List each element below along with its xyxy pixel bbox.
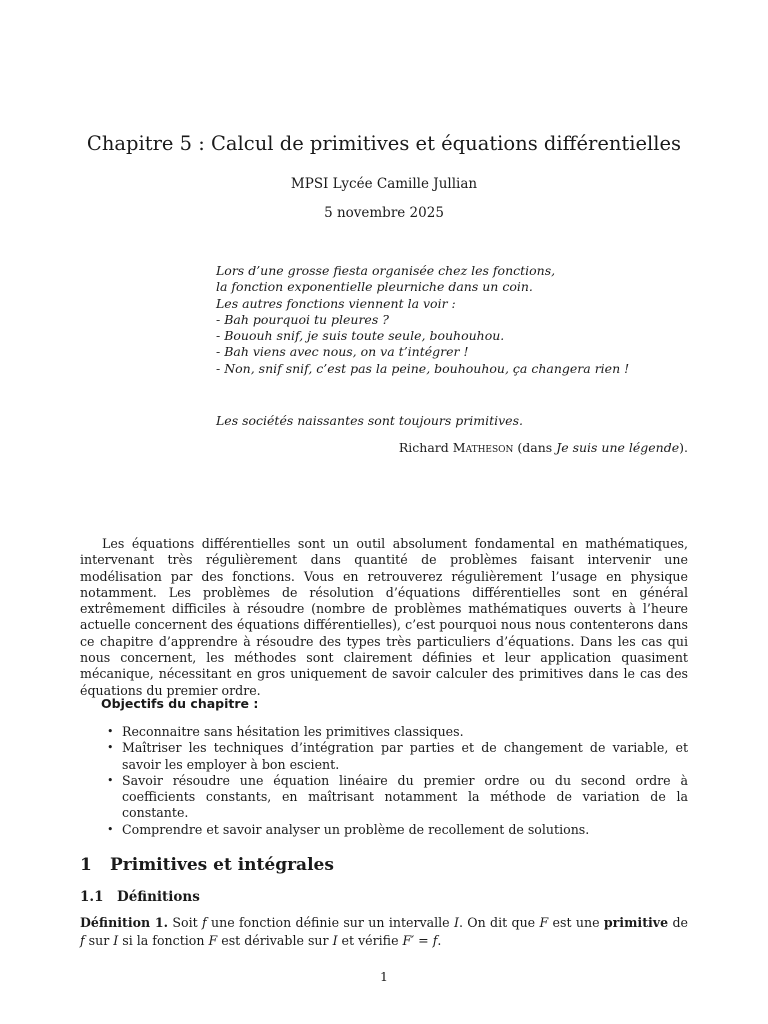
defined-term: primitive <box>603 915 669 930</box>
document-date: 5 novembre 2025 <box>324 205 444 221</box>
definition-text: Soit <box>168 915 202 930</box>
page-number: 1 <box>380 969 388 984</box>
document-title: Chapitre 5 : Calcul de primitives et équations différentielles <box>86 132 682 155</box>
objective-text: Reconnaitre sans hésitation les primitives classiques. <box>122 724 464 739</box>
math-symbol: F <box>208 933 218 948</box>
epigraph-joke <box>216 263 696 377</box>
author-first-name: Richard <box>398 440 449 455</box>
attribution-pre: (dans <box>517 440 553 455</box>
objective-text: Comprendre et savoir analyser un problème de recollement de solutions. <box>122 821 590 837</box>
epigraph-line: - Bououh snif, je suis toute seule, bouhouhou. <box>216 328 505 344</box>
section-title: Primitives et intégrales <box>110 855 334 875</box>
definition-text: sur <box>84 933 114 948</box>
definition-text: une fonction définie sur un intervalle <box>206 915 454 930</box>
attribution-post: ). <box>679 440 688 455</box>
definition-text: . <box>437 933 442 948</box>
epigraph-line: Lors d’une grosse fiesta organisée chez les fonctions, <box>216 263 556 278</box>
epigraph-quote: Les sociétés naissantes sont toujours primitives. <box>216 413 523 428</box>
definition-text: est dérivable sur <box>217 933 333 948</box>
objective-text: Savoir résoudre une équation linéaire du premier ordre ou du second ordre à coefficients constants, en maîtrisant notamment la méthode de variation de la constante. <box>122 772 688 821</box>
definition-text: et vérifie <box>337 933 403 948</box>
objective-text: Maîtriser les techniques d’intégration par parties et de changement de variable, et savoir les employer à bon escient. <box>122 740 688 772</box>
math-symbol: I <box>332 933 338 948</box>
section-heading <box>80 855 334 875</box>
epigraph-line: Les autres fonctions viennent la voir : <box>216 295 456 311</box>
bullet-icon: • <box>107 741 114 755</box>
subsection-number: 1.1 <box>80 889 104 905</box>
bullet-icon: • <box>107 822 114 836</box>
definition-block <box>80 914 688 950</box>
epigraph-line: - Bah viens avec nous, on va t’intégrer ! <box>216 344 469 360</box>
math-symbol: f <box>80 933 85 948</box>
document-subtitle: MPSI Lycée Camille Jullian <box>290 176 478 192</box>
math-symbol: f <box>202 915 207 930</box>
epigraph-line: - Bah pourquoi tu pleures ? <box>216 311 389 327</box>
subsection-title: Définitions <box>117 889 200 905</box>
objectives-list <box>80 724 688 838</box>
definition-text: si la fonction <box>118 933 209 948</box>
bullet-icon: • <box>107 773 114 787</box>
math-equation: F′ = f <box>402 933 438 948</box>
definition-text: de <box>668 915 688 930</box>
math-symbol: I <box>113 933 119 948</box>
math-symbol: I <box>453 915 459 930</box>
objective-item <box>80 740 688 773</box>
subsection-heading <box>80 889 200 905</box>
epigraph-line: - Non, snif snif, c’est pas la peine, bouhouhou, ça changera rien ! <box>216 360 630 376</box>
objective-item <box>80 773 688 822</box>
objective-item <box>80 724 688 740</box>
objective-item <box>80 822 688 838</box>
definition-label: Définition 1. <box>80 915 169 930</box>
math-symbol: F <box>539 915 549 930</box>
section-number: 1 <box>80 855 92 875</box>
epigraph-line: la fonction exponentielle pleurniche dans un coin. <box>216 279 533 295</box>
epigraph-attribution <box>399 440 688 455</box>
definition-text: . On dit que <box>458 915 540 930</box>
definition-text: est une <box>548 915 604 930</box>
bullet-icon: • <box>107 725 114 738</box>
work-title: Je suis une légende <box>556 440 680 455</box>
intro-paragraph: Les équations différentielles sont un outil absolument fondamental en mathématiques, intervenant très régulièrement dans quantité de problèmes faisant intervenir une modélisation par des fonctions. Vous en retrouverez régulièrement l’usage en physique notamment. Les problèmes de résolution d’équations différentielles sont en général extrêmement difficiles à résoudre (nombre de problèmes mathématiques ouverts à l’heure actuelle concernent des équations différentielles), c’est pourquoi nous nous contenterons dans ce chapitre d’apprendre à résoudre des types très particuliers d’équations. Dans les cas qui nous concernent, les méthodes sont clairement définies et leur application quasiment mécanique, nécessitant en gros uniquement de savoir calculer des primitives dans le cas des équations du premier ordre. <box>80 536 688 698</box>
author-last-name: Matheson <box>452 440 514 455</box>
objectives-heading: Objectifs du chapitre : <box>101 696 259 711</box>
